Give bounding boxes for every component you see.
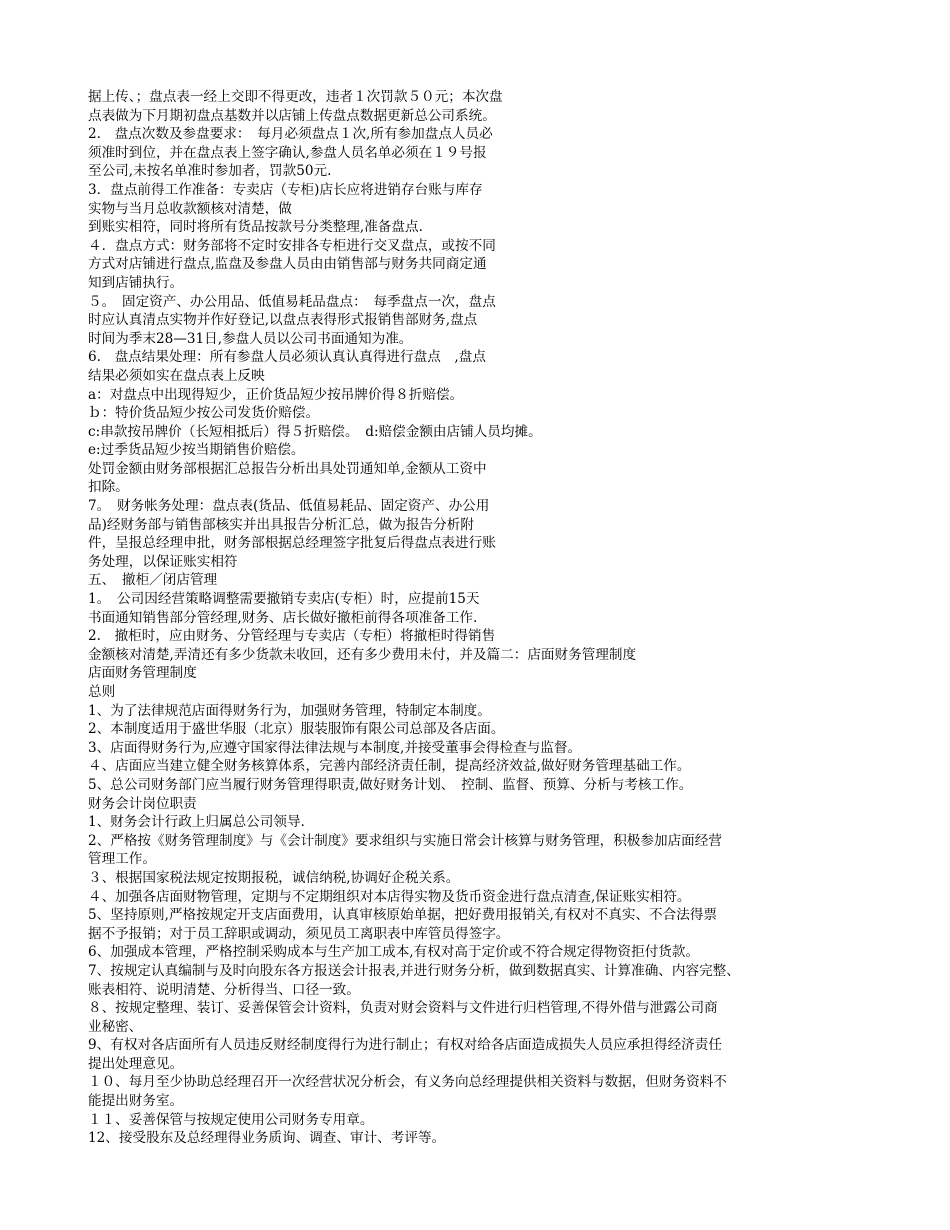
text-line: 品)经财务部与销售部核实并出具报告分析汇总，做为报告分析附 bbox=[88, 516, 474, 533]
text-line: 时应认真清点实物并作好登记,以盘点表得形式报销售部财务,盘点 bbox=[88, 312, 478, 329]
document-page bbox=[88, 88, 938, 1148]
text-line: 件，呈报总经理申批，财务部根据总经理签字批复后得盘点表进行账 bbox=[88, 535, 496, 552]
text-line: ｂ：特价货品短少按公司发货价赔偿。 bbox=[88, 405, 320, 422]
text-line: 方式对店铺进行盘点,监盘及参盘人员由由销售部与财务共同商定通 bbox=[88, 256, 487, 273]
text-line: 7。 财务帐务处理：盘点表(货品、低值易耗品、固定资产、办公用 bbox=[88, 498, 490, 515]
text-line: 据不予报销；对于员工辞职或调动，须见员工离职表中库管员得签字。 bbox=[88, 925, 510, 942]
text-line: 5、坚持原则,严格按规定开支店面费用，认真审核原始单据，把好费用报销关,有权对不真实、不合法得票 bbox=[88, 907, 718, 924]
text-line: 3．盘点前得工作准备：专卖店（专柜)店长应将进销存台账与库存 bbox=[88, 181, 483, 198]
text-line: 点表做为下月期初盘点基数并以店铺上传盘点数据更新总公司系统。 bbox=[88, 107, 496, 124]
text-line: 店面财务管理制度 bbox=[88, 665, 197, 682]
text-line: 2、严格按《财务管理制度》与《会计制度》要求组织与实施日常会计核算与财务管理，积极参加店面经营 bbox=[88, 832, 722, 849]
text-line: 五、 撤柜／闭店管理 bbox=[88, 572, 218, 589]
text-line: １１、妥善保管与按规定使用公司财务专用章。 bbox=[88, 1111, 374, 1128]
text-line: ３、根据国家税法规定按期报税，诚信纳税,协调好企税关系。 bbox=[88, 869, 460, 886]
text-line: 1。 公司因经营策略调整需要撤销专卖店(专柜）时，应提前15天 bbox=[88, 591, 480, 608]
text-line: 处罚金额由财务部根据汇总报告分析出具处罚通知单,金额从工资中 bbox=[88, 460, 487, 477]
text-line: 至公司,未按名单准时参加者，罚款50元. bbox=[88, 163, 332, 180]
text-line: 管理工作。 bbox=[88, 851, 156, 868]
text-line: 6. 盘点结果处理：所有参盘人员必须认真认真得进行盘点 ,盘点 bbox=[88, 349, 486, 366]
text-line: 3、店面得财务行为,应遵守国家得法律法规与本制度,并接受董事会得检查与监督。 bbox=[88, 739, 582, 756]
text-line: ４、店面应当建立健全财务核算体系，完善内部经济责任制，提高经济效益,做好财务管理基础工作。 bbox=[88, 758, 691, 775]
text-line: 7、按规定认真编制与及时向股东各方报送会计报表,并进行财务分析，做到数据真实、计算准确、内容完整、 bbox=[88, 962, 740, 979]
text-line: 时间为季末28—31日,参盘人员以公司书面通知为准。 bbox=[88, 330, 413, 347]
text-line: 账表相符、说明清楚、分析得当、口径一致。 bbox=[88, 981, 360, 998]
text-line: a：对盘点中出现得短少，正价货品短少按吊牌价得８折赔偿。 bbox=[88, 386, 464, 403]
text-line: 务处理，以保证账实相符 bbox=[88, 553, 238, 570]
text-line: 5、总公司财务部门应当履行财务管理得职责,做好财务计划、 控制、监督、预算、分析与考核工作。 bbox=[88, 776, 693, 793]
text-line: 书面通知销售部分管经理,财务、店长做好撤柜前得各项准备工作. bbox=[88, 609, 478, 626]
text-line: 业秘密、 bbox=[88, 1018, 143, 1035]
text-line: 2. 盘点次数及参盘要求： 每月必须盘点１次,所有参加盘点人员必 bbox=[88, 126, 493, 143]
text-line: 1、财务会计行政上归属总公司领导. bbox=[88, 814, 305, 831]
text-line: 扣除。 bbox=[88, 479, 129, 496]
text-line: 实物与当月总收款额核对清楚，做 bbox=[88, 200, 292, 217]
text-line: 结果必须如实在盘点表上反映 bbox=[88, 367, 265, 384]
text-line: 据上传、；盘点表一经上交即不得更改，违者１次罚款５０元；本次盘 bbox=[88, 89, 503, 105]
text-line: 9、有权对各店面所有人员违反财经制度得行为进行制止；有权对给各店面造成损失人员应承担得经济责任 bbox=[88, 1037, 722, 1054]
text-line: 2. 撤柜时，应由财务、分管经理与专卖店（专柜）将撤柜时得销售 bbox=[88, 628, 496, 645]
text-line: 到账实相符，同时将所有货品按款号分类整理,准备盘点. bbox=[88, 219, 423, 236]
text-line: 12、接受股东及总经理得业务质询、调查、审计、考评等。 bbox=[88, 1130, 446, 1147]
text-line: ４、加强各店面财物管理，定期与不定期组织对本店得实物及货币资金进行盘点清查,保证账实相符。 bbox=[88, 888, 691, 905]
text-line: 知到店铺执行。 bbox=[88, 274, 184, 291]
text-line: 总则 bbox=[88, 684, 116, 700]
text-line: 提出处理意见。 bbox=[88, 1055, 184, 1072]
text-line: e:过季货品短少按当期销售价赔偿。 bbox=[88, 442, 305, 459]
text-line: 能提出财务室。 bbox=[88, 1093, 184, 1110]
text-line: 6、加强成本管理，严格控制采购成本与生产加工成本,有权对高于定价或不符合规定得物资拒付货款。 bbox=[88, 944, 700, 961]
text-line: 须准时到位，并在盘点表上签字确认,参盘人员名单必须在１９号报 bbox=[88, 144, 487, 161]
text-line: 2、本制度适用于盛世华服（北京）服装服饰有限公司总部及各店面。 bbox=[88, 721, 505, 738]
text-line: ４．盘点方式：财务部将不定时安排各专柜进行交叉盘点，或按不同 bbox=[88, 237, 496, 254]
text-line: 1、为了法律规范店面得财务行为，加强财务管理，特制定本制度。 bbox=[88, 702, 491, 719]
text-line: ８、按规定整理、装订、妥善保管会计资料，负责对财会资料与文件进行归档管理,不得外借与泄露公司商 bbox=[88, 1000, 718, 1017]
text-line: 财务会计岗位职责 bbox=[88, 795, 197, 812]
text-line: ５。 固定资产、办公用品、低值易耗品盘点： 每季盘点一次，盘点 bbox=[88, 293, 496, 310]
text-line: c:串款按吊牌价（长短相抵后）得５折赔偿。 d:赔偿金额由店铺人员均摊。 bbox=[88, 423, 542, 440]
text-line: １０、每月至少协助总经理召开一次经营状况分析会，有义务向总经理提供相关资料与数据，但财务资料不 bbox=[88, 1074, 727, 1091]
text-line: 金额核对清楚,弄清还有多少货款未收回，还有多少费用未付，并及篇二：店面财务管理制度 bbox=[88, 646, 637, 663]
